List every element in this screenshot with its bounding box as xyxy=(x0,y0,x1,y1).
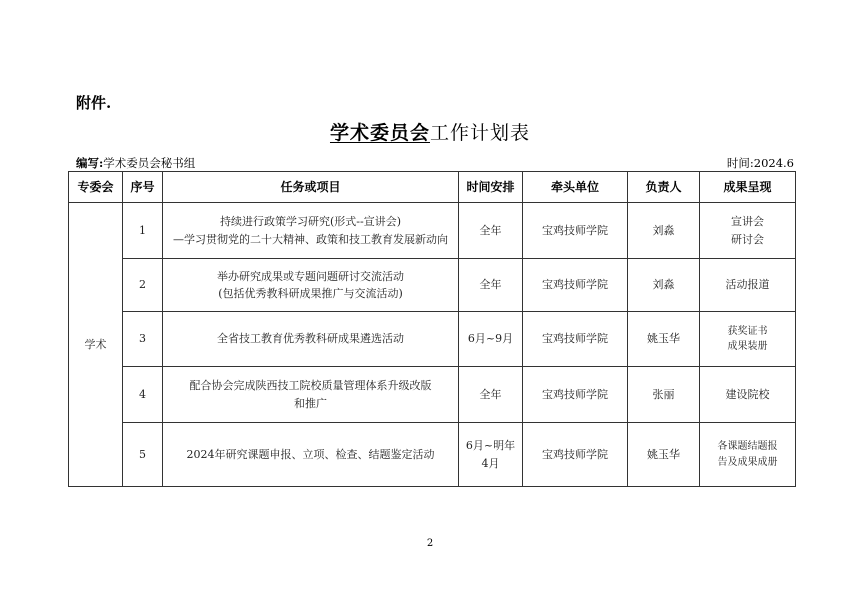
editor-label: 编写: xyxy=(76,156,104,170)
time-cell xyxy=(459,203,523,259)
time-line: 全年 xyxy=(479,387,502,401)
task-line: 全省技工教育优秀教科研成果遴选活动 xyxy=(217,332,404,346)
result-cell xyxy=(700,367,796,423)
task-line: 2024年研究课题申报、立项、检查、结题鉴定活动 xyxy=(186,447,435,461)
owner-cell: 刘淼 xyxy=(628,203,700,259)
header-owner: 负责人 xyxy=(628,172,700,203)
work-plan-table xyxy=(68,171,796,487)
task-line: 持续进行政策学习研究(形式--宣讲会) xyxy=(219,215,401,229)
lead-unit-cell: 宝鸡技师学院 xyxy=(523,423,628,487)
table-row xyxy=(69,203,796,259)
result-line: 获奖证书 xyxy=(727,325,768,337)
task-cell xyxy=(163,312,459,367)
title-bold-part: 学术委员会 xyxy=(329,122,430,144)
title-plain-part: 工作计划表 xyxy=(430,122,531,144)
task-cell xyxy=(163,203,459,259)
result-line: 活动报道 xyxy=(725,278,770,292)
result-line: 建设院校 xyxy=(725,387,770,401)
department-cell: 学术 xyxy=(69,203,123,487)
task-cell xyxy=(163,423,459,487)
task-cell xyxy=(163,367,459,423)
table-row xyxy=(69,423,796,487)
plan-date: 时间:2024.6 xyxy=(726,156,794,170)
editor-info xyxy=(76,155,195,171)
page-number: 2 xyxy=(426,538,434,549)
lead-unit-cell: 宝鸡技师学院 xyxy=(523,367,628,423)
result-cell xyxy=(700,423,796,487)
lead-unit-cell: 宝鸡技师学院 xyxy=(523,203,628,259)
time-line: 6月~9月 xyxy=(467,332,514,346)
table-row xyxy=(69,259,796,312)
task-cell xyxy=(163,259,459,312)
owner-cell: 姚玉华 xyxy=(628,312,700,367)
table-row xyxy=(69,367,796,423)
row-number: 1 xyxy=(123,203,163,259)
task-line: —学习贯彻党的二十大精神、政策和技工教育发展新动向 xyxy=(173,232,448,246)
header-number: 序号 xyxy=(123,172,163,203)
lead-unit-cell: 宝鸡技师学院 xyxy=(523,259,628,312)
time-cell xyxy=(459,423,523,487)
row-number: 4 xyxy=(123,367,163,423)
task-line: 和推广 xyxy=(294,396,327,410)
time-cell xyxy=(459,259,523,312)
row-number: 3 xyxy=(123,312,163,367)
result-line: 告及成果成册 xyxy=(717,456,778,468)
owner-cell: 姚玉华 xyxy=(628,423,700,487)
time-line: 6月~明年 xyxy=(465,439,516,453)
header-task: 任务或项目 xyxy=(163,172,459,203)
page-title xyxy=(0,118,860,145)
row-number: 5 xyxy=(123,423,163,487)
table-row xyxy=(69,312,796,367)
header-department: 专委会 xyxy=(69,172,123,203)
task-line: 举办研究成果或专题问题研讨交流活动 xyxy=(217,269,404,283)
table-header-row xyxy=(69,172,796,203)
time-line: 4月 xyxy=(481,456,500,470)
time-cell xyxy=(459,312,523,367)
result-line: 各课题结题报 xyxy=(717,441,778,452)
result-cell xyxy=(700,259,796,312)
result-line: 研讨会 xyxy=(731,232,764,246)
header-lead-unit: 牵头单位 xyxy=(523,172,628,203)
time-cell xyxy=(459,367,523,423)
lead-unit-cell: 宝鸡技师学院 xyxy=(523,312,628,367)
task-line: 配合协会完成陕西技工院校质量管理体系升级改版 xyxy=(189,379,432,393)
editor-value: 学术委员会秘书组 xyxy=(103,156,196,170)
owner-cell: 张丽 xyxy=(628,367,700,423)
task-line: (包括优秀教科研成果推广与交流活动) xyxy=(218,287,403,300)
time-line: 全年 xyxy=(479,223,502,237)
header-time: 时间安排 xyxy=(459,172,523,203)
owner-cell: 刘淼 xyxy=(628,259,700,312)
header-result: 成果呈现 xyxy=(700,172,796,203)
result-cell xyxy=(700,312,796,367)
result-cell xyxy=(700,203,796,259)
result-line: 成果装册 xyxy=(727,341,768,352)
time-line: 全年 xyxy=(479,278,502,292)
result-line: 宣讲会 xyxy=(731,215,764,229)
row-number: 2 xyxy=(123,259,163,312)
attachment-label: 附件. xyxy=(76,94,112,112)
